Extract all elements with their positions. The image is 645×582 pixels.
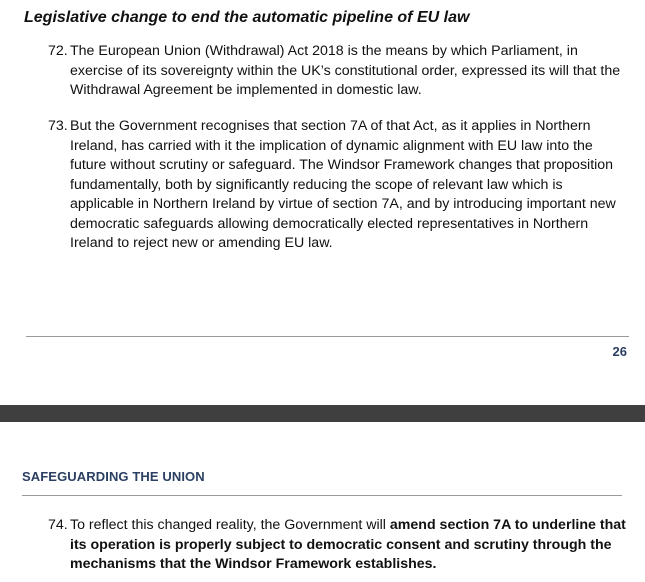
paragraph-number: 72. — [48, 43, 68, 59]
paragraph-text: But the Government recognises that section 7A of that Act, as it applies in Northern Ireland, has carried with it the implication of dynamic alignment with EU law into the future without scrutiny or safeguard. The Windsor Framework changes that proposition fundamentally, both by significantly reducing the scope of relevant law which is applicable in Northern Ireland by virtue of section 7A, and by introducing important new democratic safeguards allowing democratically elected representatives in Northern Ireland to reject new or amending EU law. — [70, 118, 616, 251]
document-page-27 — [0, 422, 645, 582]
running-header-title: SAFEGUARDING THE UNION — [22, 469, 205, 484]
header-divider — [22, 495, 622, 496]
page-separator — [0, 405, 645, 422]
paragraph-text-bold: amend section 7A to underline that its operation is properly subject to democratic consent and scrutiny through the mechanisms that the Windsor Framework establishes. — [70, 517, 626, 572]
paragraph-text — [70, 516, 627, 575]
paragraph-73 — [48, 117, 627, 254]
section-heading: Legislative change to end the automatic pipeline of EU law — [24, 9, 470, 26]
footer-divider — [26, 336, 629, 337]
paragraph-74 — [48, 516, 627, 575]
paragraph-text-plain: To reflect this changed reality, the Government will — [70, 517, 390, 533]
paragraph-number: 74. — [48, 517, 68, 533]
page-number: 26 — [612, 344, 627, 359]
paragraph-72 — [48, 42, 627, 101]
paragraph-number: 73. — [48, 118, 68, 134]
paragraph-text: The European Union (Withdrawal) Act 2018 is the means by which Parliament, in exercise of its sovereignty within the UK’s constitutional order, expressed its will that the Withdrawal Agreement be implemented in domestic law. — [70, 43, 621, 98]
